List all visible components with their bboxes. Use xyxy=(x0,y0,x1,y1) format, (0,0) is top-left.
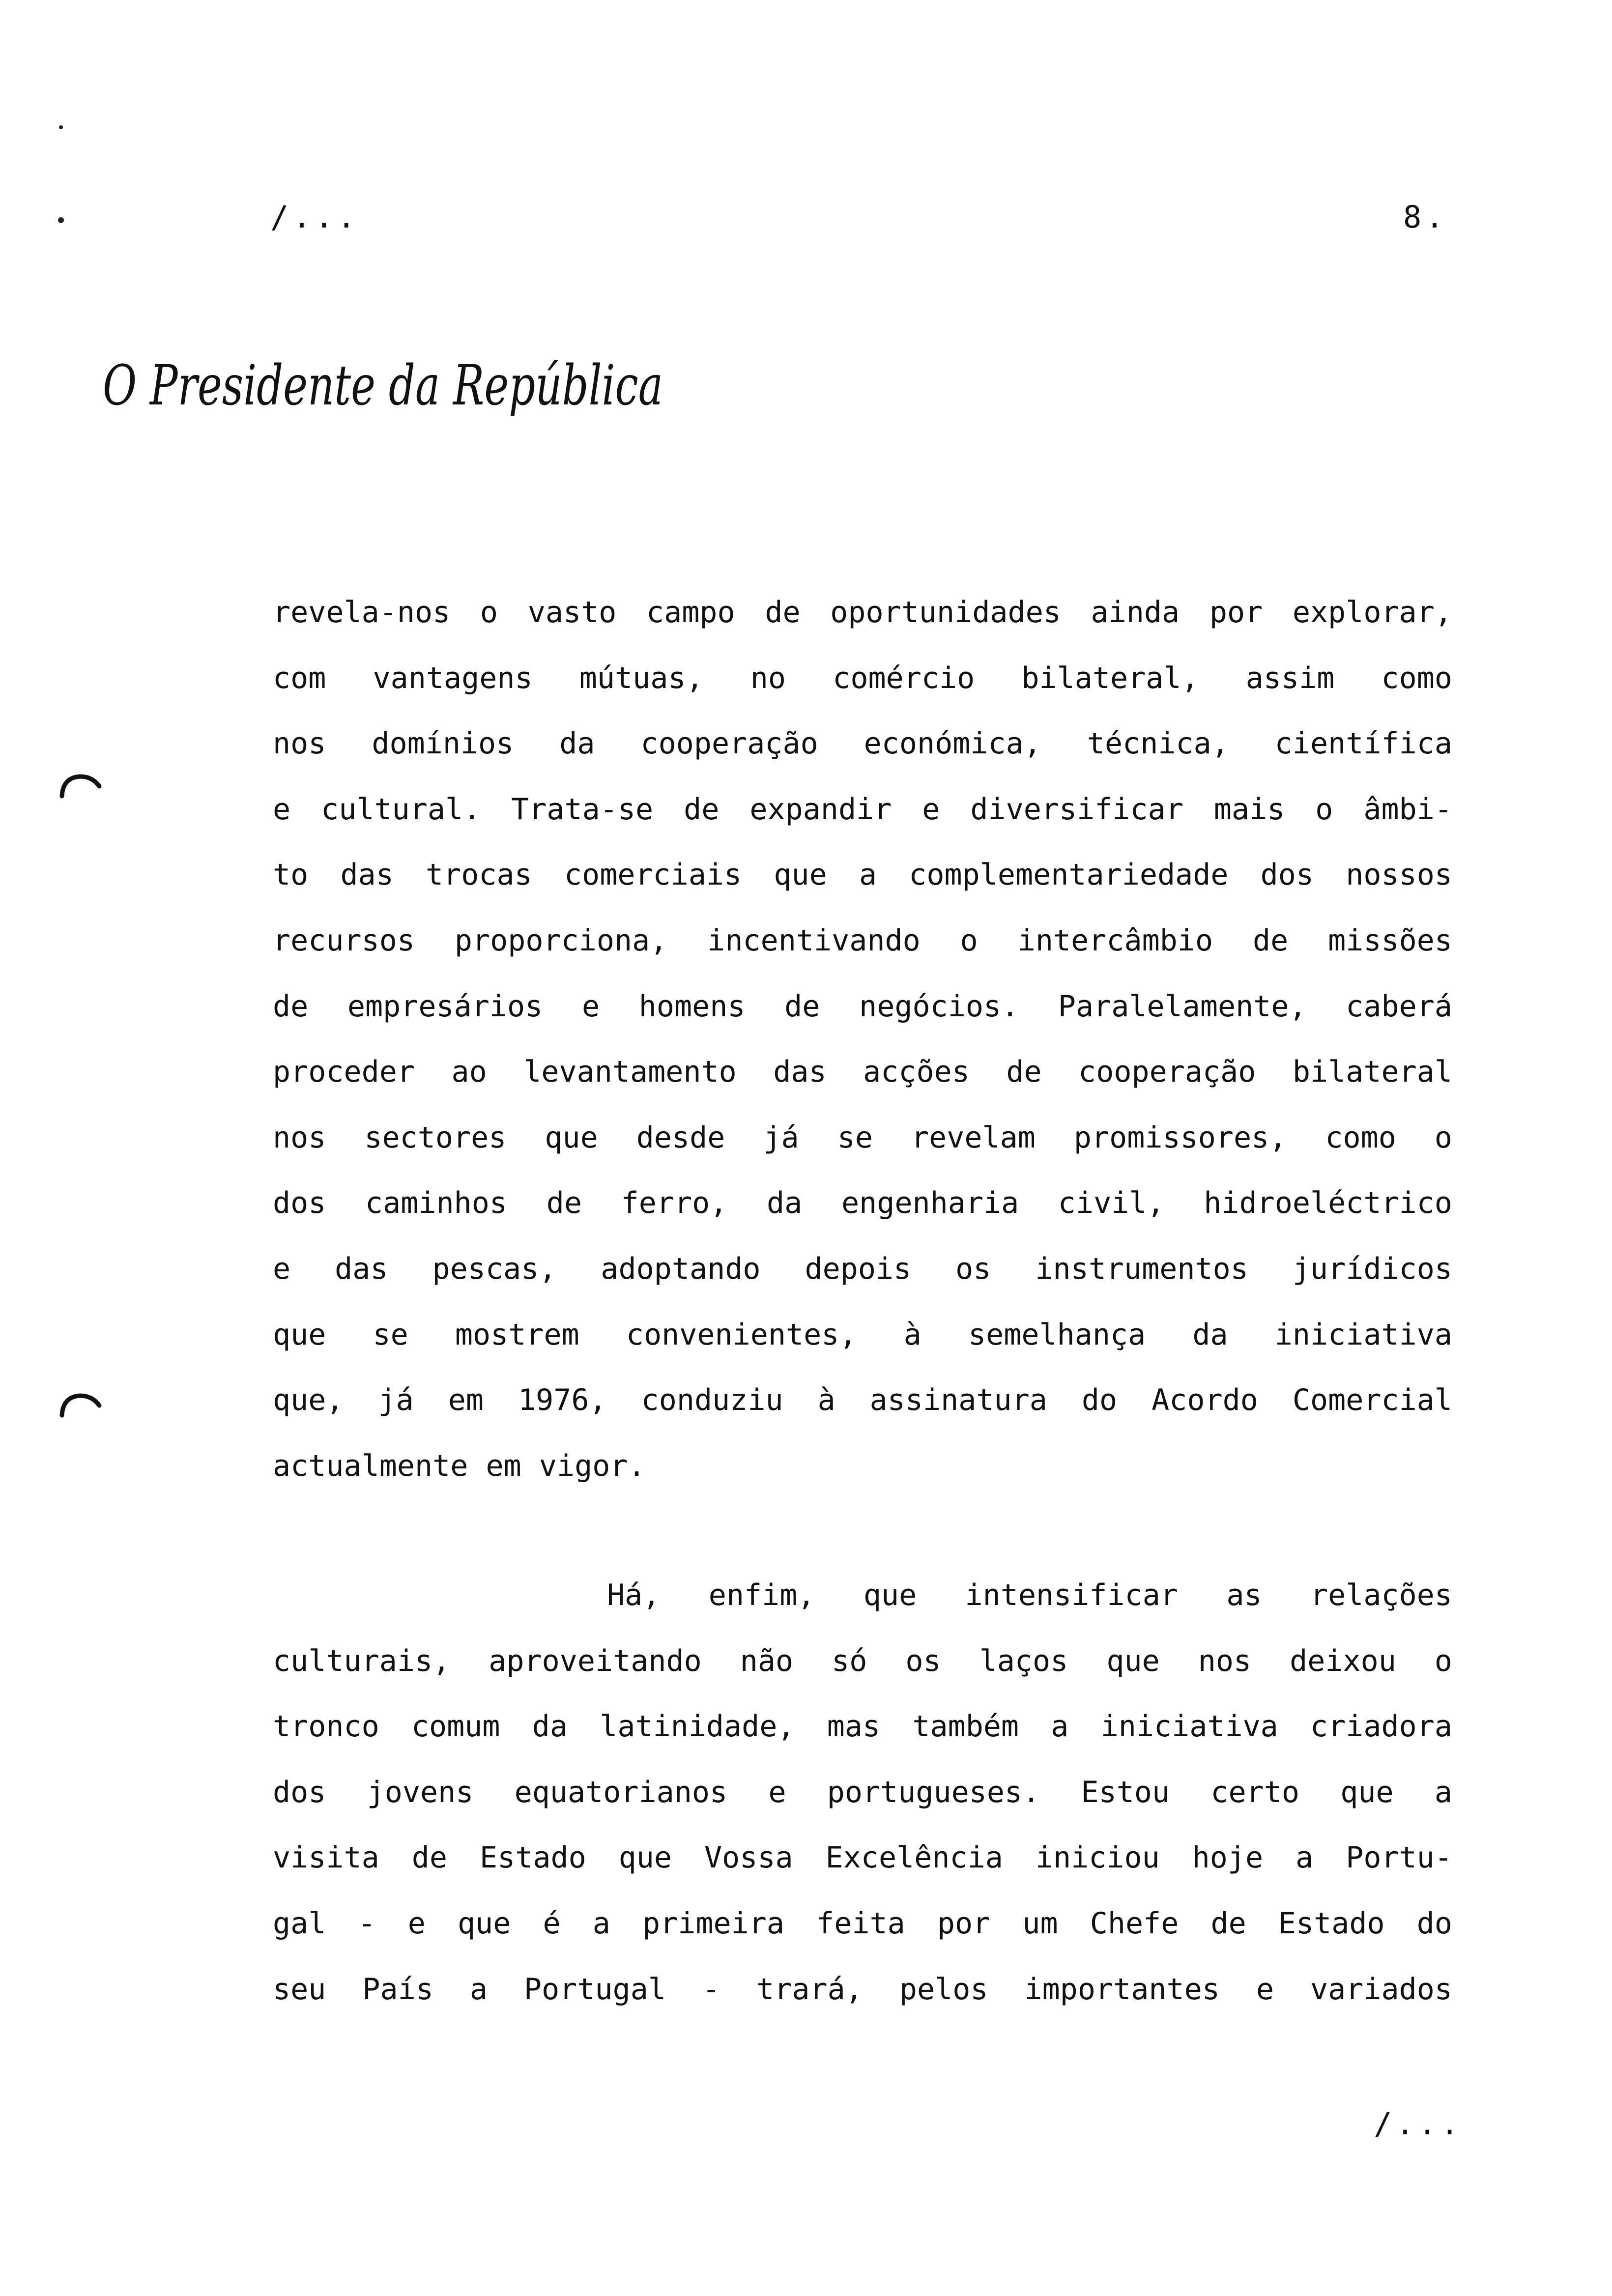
text-line: actualmente em vigor. xyxy=(273,1448,646,1483)
punch-hole-mark xyxy=(58,772,102,801)
letterhead-text: O Presidente da República xyxy=(103,354,663,418)
body-paragraph-2 xyxy=(273,1563,1452,2022)
letterhead-script xyxy=(101,346,671,430)
body-paragraph-1 xyxy=(273,580,1452,1499)
text-line: revela-nos o vasto campo de oportunidades ainda por explorar, xyxy=(273,595,1452,630)
text-line: e das pescas, adoptando depois os instrumentos jurídicos xyxy=(273,1251,1452,1286)
text-line: e cultural. Trata-se de expandir e diversificar mais o âmbi- xyxy=(273,792,1452,827)
text-line: dos jovens equatorianos e portugueses. Estou certo que a xyxy=(273,1775,1452,1809)
punch-hole-mark xyxy=(58,1391,102,1420)
text-line: culturais, aproveitando não só os laços que nos deixou o xyxy=(273,1643,1452,1678)
continuation-mark-top: /... xyxy=(270,199,360,235)
text-line: gal - e que é a primeira feita por um Chefe de Estado do xyxy=(273,1906,1452,1941)
text-line: nos sectores que desde já se revelam promissores, como o xyxy=(273,1120,1452,1155)
text-line: que, já em 1976, conduziu à assinatura do Acordo Comercial xyxy=(273,1383,1452,1418)
text-line: Há, enfim, que intensificar as relações xyxy=(607,1578,1452,1612)
text-line: to das trocas comerciais que a complementariedade dos nossos xyxy=(273,858,1452,892)
text-line: dos caminhos de ferro, da engenharia civil, hidroeléctrico xyxy=(273,1186,1452,1221)
text-line: seu País a Portugal - trará, pelos importantes e variados xyxy=(273,1972,1452,2007)
text-line: visita de Estado que Vossa Excelência iniciou hoje a Portu- xyxy=(273,1840,1452,1875)
text-line: recursos proporciona, incentivando o intercâmbio de missões xyxy=(273,923,1452,958)
text-line: proceder ao levantamento das acções de cooperação bilateral xyxy=(273,1055,1452,1090)
continuation-mark-bottom: /... xyxy=(1374,2106,1463,2142)
text-line: com vantagens mútuas, no comércio bilateral, assim como xyxy=(273,660,1452,695)
scan-speck xyxy=(59,125,63,129)
text-line: tronco comum da latinidade, mas também a iniciativa criadora xyxy=(273,1709,1452,1744)
scan-speck xyxy=(58,217,64,223)
page-number: 8. xyxy=(1403,199,1448,235)
text-line: nos domínios da cooperação económica, técnica, científica xyxy=(273,726,1452,761)
text-line: de empresários e homens de negócios. Paralelamente, caberá xyxy=(273,989,1452,1024)
text-line: que se mostrem convenientes, à semelhança da iniciativa xyxy=(273,1317,1452,1352)
